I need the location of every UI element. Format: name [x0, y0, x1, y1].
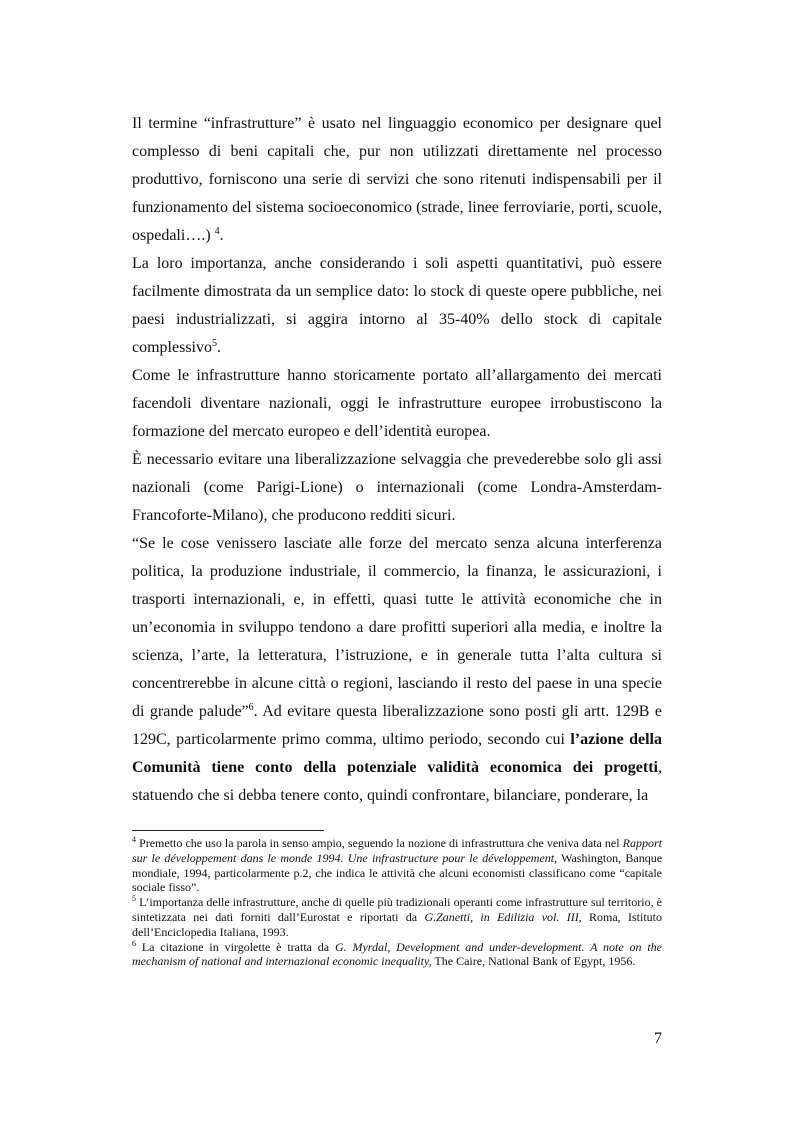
paragraph-infrastrutture-definizione [132, 110, 662, 250]
paragraph-middle: . Ad evitare questa liberalizzazione sono posti gli artt. 129B e 129C, particolarmente primo comma, ultimo periodo, secondo cui [132, 703, 662, 748]
paragraph-mercati [132, 362, 662, 446]
paragraph-tail: . [217, 339, 221, 356]
footnote-5 [132, 895, 662, 939]
footnote-number: 4 [132, 835, 136, 844]
paragraph-liberalizzazione [132, 446, 662, 530]
paragraph-importanza [132, 250, 662, 362]
footnote-text-end: Roma, Istituto dell’Enciclopedia Italiana, 1993. [132, 909, 662, 939]
footnote-italic: G. Myrdal, Development and under-development. A note on the mechanism of national and internazional economic inequality, [132, 939, 662, 969]
paragraph-text: Come le infrastrutture hanno storicamente portato all’allargamento dei mercati facendoli diventare nazionali, oggi le infrastrutture europee irrobustiscono la formazione del mercato europeo e dell’identità europea. [132, 367, 662, 440]
paragraph-citazione-myrdal [132, 530, 662, 810]
footnote-ref-4[interactable]: 4 [214, 226, 220, 237]
footnote-text: Premetto che uso la parola in senso ampio, seguendo la nozione di infrastruttura che veniva data nel [136, 836, 623, 850]
paragraph-tail: , statuendo che si debba tenere conto, quindi confrontare, bilanciare, ponderare, la [132, 759, 662, 804]
footnote-ref-6[interactable]: 6 [248, 702, 254, 713]
footnote-italic: Rapport sur le développement dans le monde 1994. Une infrastructure pour le développement, [132, 836, 662, 865]
paragraph-text: Il termine “infrastrutture” è usato nel linguaggio economico per designare quel complesso di beni capitali che, pur non utilizzati direttamente nel processo produttivo, forniscono una serie di servizi che sono ritenuti indispensabili per il funzionamento del sistema socioeconomico (strade, linee ferroviarie, porti, scuole, ospedali….) [132, 115, 662, 244]
paragraph-text: È necessario evitare una liberalizzazione selvaggia che prevederebbe solo gli assi nazionali (come Parigi-Lione) o internazionali (come Londra-Amsterdam-Francoforte-Milano), che producono redditi sicuri. [132, 451, 662, 524]
footnote-italic: G.Zanetti, in Edilizia vol. III, [424, 909, 582, 924]
footnote-number: 5 [132, 894, 136, 904]
footnotes [132, 836, 662, 969]
footnote-ref-5[interactable]: 5 [212, 338, 217, 349]
paragraph-tail: . [219, 227, 224, 244]
footnote-text: L’importanza delle infrastrutture, anche di quelle più tradizionali operanti come infrastrutture sul territorio, è sintetizzata nei dati forniti dall’Eurostat e riportati da [132, 895, 662, 924]
body-text [132, 110, 662, 810]
quote-text: “Se le cose venissero lasciate alle forze del mercato senza alcuna interferenza politica, la produzione industriale, il commercio, la finanza, le assicurazioni, i trasporti internazionali, e, in effetti, quasi tutte le attività economiche che in un’economia in sviluppo tendono a dare profitti superiori alla media, e inoltre la scienza, l’arte, la letteratura, l’istruzione, e in generale tutta l’alta cultura si concentrerebbe in alcune città o regioni, lasciando il resto del paese in una specie di grande palude” [132, 535, 662, 720]
footnote-4 [132, 836, 662, 895]
footnote-number: 6 [132, 938, 136, 948]
footnote-text: La citazione in virgolette è tratta da [136, 939, 335, 954]
footnote-text-end: The Caire, National Bank of Egypt, 1956. [431, 954, 636, 969]
paragraph-text: La loro importanza, anche considerando i soli aspetti quantitativi, può essere facilmente dimostrata da un semplice dato: lo stock di queste opere pubbliche, nei paesi industrializzati, si aggira intorno al 35-40% dello stock di capitale complessivo [132, 255, 662, 356]
bold-emphasis: l’azione della Comunità tiene conto della potenziale validità economica dei progetti [132, 731, 662, 776]
footnote-separator [132, 830, 324, 831]
footnote-text-end: Washington, Banque mondiale, 1994, particolarmente p.2, che indica le attività che alcuni economisti classificano come “capitale sociale fisso”. [132, 850, 663, 895]
page-number: 7 [654, 1030, 662, 1047]
footnote-6 [132, 940, 662, 970]
